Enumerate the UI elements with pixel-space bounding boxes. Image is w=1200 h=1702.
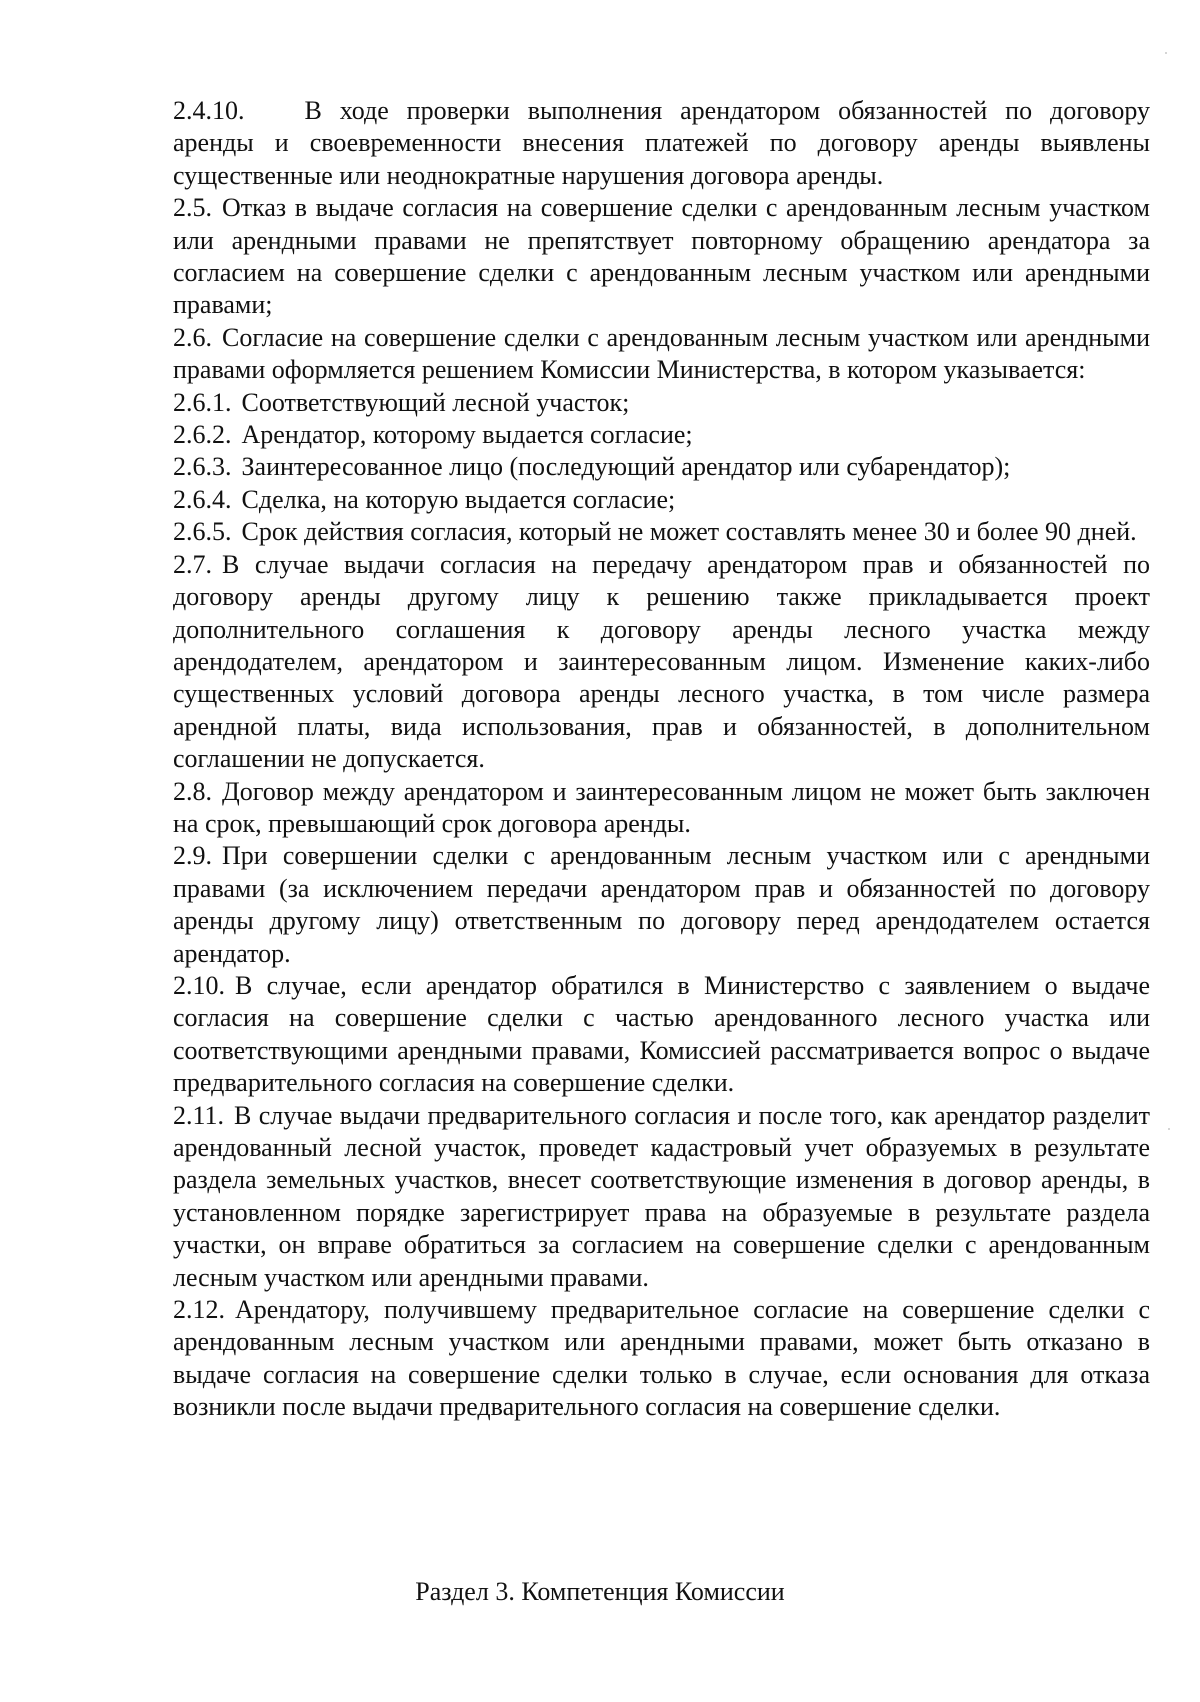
paragraph-number: 2.7. — [173, 549, 212, 579]
paragraph-text: Согласие на совершение сделки с арендованным лесным участком или арендными правами оформляется решением Комиссии Министерства, в котором указывается: — [173, 322, 1150, 385]
paragraph-text: В случае, если арендатор обратился в Министерство с заявлением о выдаче согласия на совершение сделки с частью арендованного лесного участка или соответствующими арендными правами, Комиссией рассматривается вопрос о выдаче предварительного согласия на совершение сделки. — [173, 970, 1150, 1098]
paragraph-2-6-2 — [173, 419, 1150, 451]
paragraph-number: 2.6.1. — [173, 387, 232, 417]
paragraph-text: В случае выдачи согласия на передачу арендатором прав и обязанностей по договору аренды другому лицу к решению также прикладывается проект дополнительного соглашения к договору аренды лесного участка между арендодателем, арендатором и заинтересованным лицом. Изменение каких-либо существенных условий договора аренды лесного участка, в том числе размера арендной платы, вида использования, прав и обязанностей, в дополнительном соглашении не допускается. — [173, 549, 1150, 774]
paragraph-2-6-3 — [173, 451, 1150, 483]
paragraph-text: Сделка, на которую выдается согласие; — [241, 484, 676, 514]
paragraph-number: 2.8. — [173, 776, 212, 806]
paragraph-2-8 — [173, 776, 1150, 841]
paragraph-2-9 — [173, 840, 1150, 970]
paragraph-text: Соответствующий лесной участок; — [241, 387, 630, 417]
paragraph-2-6-1 — [173, 387, 1150, 419]
paragraph-number: 2.5. — [173, 193, 212, 223]
paragraph-2-10 — [173, 970, 1150, 1100]
scan-speck — [1168, 1128, 1170, 1130]
paragraph-2-11 — [173, 1100, 1150, 1294]
paragraph-number: 2.6.4. — [173, 484, 232, 514]
paragraph-text: Арендатору, получившему предварительное согласие на совершение сделки с арендованным лесным участком или арендными правами, может быть отказано в выдаче согласия на совершение сделки только в случае, если основания для отказа возникли после выдачи предварительного согласия на совершение сделки. — [173, 1295, 1150, 1422]
paragraph-2-4-10 — [173, 95, 1150, 192]
paragraph-text: В случае выдачи предварительного согласия и после того, как арендатор разделит арендованный лесной участок, проведет кадастровый учет образуемых в результате раздела земельных участков, внесет соответствующие изменения в договор аренды, в установленном порядке зарегистрирует права на образуемые в результате раздела участки, он вправе обратиться за согласием на совершение сделки с арендованным лесным участком или арендными правами. — [173, 1100, 1150, 1292]
paragraph-2-5 — [173, 192, 1150, 322]
paragraph-number: 2.12. — [173, 1295, 225, 1325]
paragraph-text: Заинтересованное лицо (последующий арендатор или субарендатор); — [241, 452, 1011, 482]
paragraph-2-7 — [173, 549, 1150, 776]
paragraph-text: В ходе проверки выполнения арендатором обязанностей по договору аренды и своевременности внесения платежей по договору аренды выявлены существенные или неоднократные нарушения договора аренды. — [173, 96, 1150, 190]
paragraph-number: 2.9. — [173, 841, 212, 871]
paragraph-text: Отказ в выдаче согласия на совершение сделки с арендованным лесным участком или арендными правами не препятствует повторному обращению арендатора за согласием на совершение сделки с арендованным лесным участком или арендными правами; — [173, 193, 1150, 320]
scan-speck — [1165, 52, 1167, 54]
section-heading: Раздел 3. Компетенция Комиссии — [415, 1577, 785, 1606]
paragraph-number: 2.6. — [173, 322, 212, 352]
document-body — [173, 95, 1150, 1424]
paragraph-text: При совершении сделки с арендованным лесным участком или с арендными правами (за исключением передачи арендатором прав и обязанностей по договору аренды другому лицу) ответственным по договору перед арендодателем остается арендатор. — [173, 841, 1150, 968]
paragraph-2-6-4 — [173, 484, 1150, 516]
paragraph-number: 2.6.2. — [173, 420, 232, 450]
paragraph-2-6 — [173, 322, 1150, 387]
paragraph-number: 2.6.5. — [173, 517, 232, 547]
paragraph-2-12 — [173, 1294, 1150, 1424]
paragraph-number: 2.6.3. — [173, 452, 232, 482]
paragraph-number: 2.4.10. — [173, 96, 245, 125]
paragraph-number: 2.10. — [173, 970, 225, 1000]
paragraph-2-6-5 — [173, 516, 1150, 548]
paragraph-text: Договор между арендатором и заинтересованным лицом не может быть заключен на срок, превышающий срок договора аренды. — [173, 776, 1150, 838]
paragraph-text: Срок действия согласия, который не может составлять менее 30 и более 90 дней. — [241, 517, 1137, 547]
paragraph-text: Арендатор, которому выдается согласие; — [241, 420, 693, 450]
paragraph-number: 2.11. — [173, 1100, 225, 1130]
